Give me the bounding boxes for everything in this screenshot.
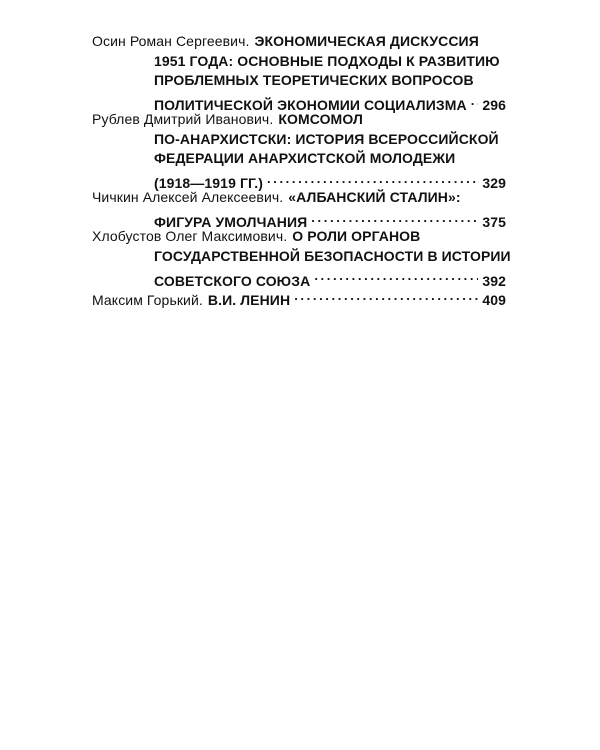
toc-entry [92,188,506,230]
entry-title-line: ПО-АНАРХИСТСКИ: ИСТОРИЯ ВСЕРОССИЙСКОЙ [154,130,499,147]
page-number: 329 [482,175,506,191]
entry-author: Чичкин Алексей Алексеевич. [92,189,284,205]
toc-line [92,188,506,208]
dot-leader [314,266,478,286]
entry-title-line: ФЕДЕРАЦИИ АНАРХИСТСКОЙ МОЛОДЕЖИ [154,150,456,166]
table-of-contents [92,32,511,308]
entry-title-line: ПРОБЛЕМНЫХ ТЕОРЕТИЧЕСКИХ ВОПРОСОВ [154,72,474,88]
entry-title-line: «АЛБАНСКИЙ СТАЛИН»: [288,189,461,205]
page-number: 375 [482,214,506,230]
entry-title-line: ФИГУРА УМОЛЧАНИЯ [154,214,308,230]
entry-author: Хлобустов Олег Максимович. [92,228,288,244]
entry-author: Максим Горький. [92,292,203,308]
toc-line [92,71,506,91]
page-number: 296 [482,97,506,113]
entry-author: Осин Роман Сергеевич. [92,33,250,49]
toc-entry [92,110,506,191]
page-number: 409 [482,292,506,308]
entry-title-line: В.И. ЛЕНИН [207,292,291,308]
dot-leader [294,286,478,306]
toc-line [92,169,506,189]
toc-line [92,266,506,289]
entry-title-line: ЭКОНОМИЧЕСКАЯ ДИСКУССИЯ [254,33,479,49]
entry-title-line: 1951 ГОДА: ОСНОВНЫЕ ПОДХОДЫ К РАЗВИТИЮ [154,52,500,69]
toc-entry [92,32,506,113]
page-number: 392 [482,272,506,289]
dot-leader [311,208,478,228]
toc-line [92,32,506,52]
entry-title-line: ГОСУДАРСТВЕННОЙ БЕЗОПАСНОСТИ В ИСТОРИИ [154,247,511,264]
entry-title-line: КОМСОМОЛ [278,111,363,127]
toc-line [92,208,506,228]
dot-leader [471,91,479,111]
entry-title-line: СОВЕТСКОГО СОЮЗА [154,272,311,289]
toc-line [92,149,506,169]
dot-leader [267,169,478,189]
entry-title-line: О РОЛИ ОРГАНОВ [292,228,421,244]
entry-author: Рублев Дмитрий Иванович. [92,111,274,127]
toc-line [92,52,506,72]
toc-line [92,91,506,111]
toc-line [92,247,511,267]
toc-line [92,130,506,150]
toc-line [92,227,506,247]
entry-title-line: ПОЛИТИЧЕСКОЙ ЭКОНОМИИ СОЦИАЛИЗМА [154,97,467,113]
toc-entry [92,227,511,289]
entry-title-line: (1918—1919 ГГ.) [154,175,264,191]
